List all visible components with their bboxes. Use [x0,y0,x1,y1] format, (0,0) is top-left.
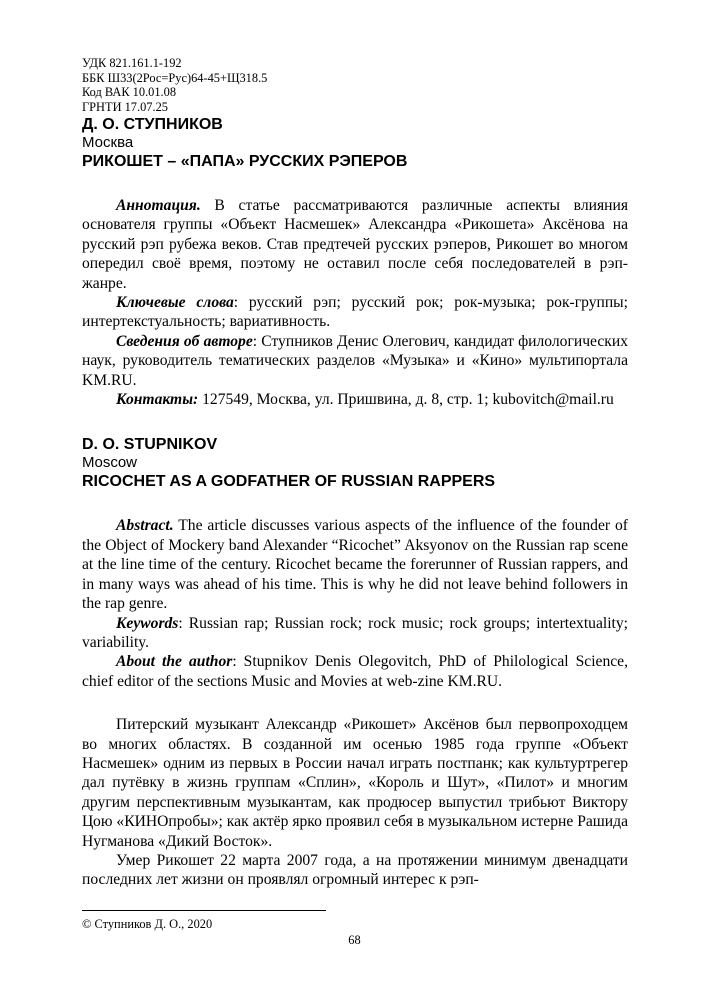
annotation-ru [82,196,628,293]
abstract-en [82,516,628,691]
about-author-en-text: : Stupnikov Denis Olegovitch, PhD of Philological Science, chief editor of the sections Music and Movies at web-zine KM.RU. [82,653,629,690]
body-paragraph-2: Умер Рикошет 22 марта 2007 года, а на протяжении минимум двенадцати последних лет жизни он проявлял огромный интерес к рэп- [82,851,628,889]
title-ru: РИКОШЕТ – «ПАПА» РУССКИХ РЭПЕРОВ [82,153,408,170]
about-author-ru [82,332,628,390]
about-author-en-label: About the author [116,653,233,671]
abstract-en-paragraph [82,516,628,613]
page-number: 68 [348,933,361,947]
keywords-label: Ключевые слова [116,294,234,312]
udk-code: УДК 821.161.1-192 [82,56,182,70]
contacts-label: Контакты: [116,391,199,409]
keywords-en-text: : Russian rap; Russian rock; rock music; rock groups; intertextuality; variability. [82,614,628,651]
about-author-text: : Ступников Денис Олегович, кандидат филологических наук, руководитель тематических разделов «Музыка» и «Кино» мультипортала KM.RU. [82,332,628,389]
body-paragraph-1: Питерский музыкант Александр «Рикошет» Аксёнов был первопроходцем во многих областях. В созданной им осенью 1985 года группе «Объект Насмешек» одним из первых в России начал играть постпанк; как культуртрегер дал путёвку в жизнь группам «Сплин», «Король и Шут», «Пилот» и многим другим перспективным музыкантам, как продюсер выпустил трибьют Виктору Цою «КИНОпробы»; как актёр ярко проявил себя в музыкальном истерне Рашида Нугманова «Дикий Восток». [82,716,628,850]
author-en: D. O. STUPNIKOV [82,436,218,454]
city-ru: Москва [82,134,134,151]
contacts-ru [82,390,628,409]
article-body [82,715,628,890]
keywords-ru [82,293,628,332]
annotation-text: В статье рассматриваются различные аспекты влияния основателя группы «Объект Насмешек» Александра «Рикошета» Аксёнова на русский рэп рубежа веков. Став предтечей русских рэперов, Рикошет во многом опередил своё время, поэтому не оставил после себя последователей в рэп-жанре. [82,197,628,292]
about-author-label: Сведения об авторе [116,332,253,350]
contacts-text: 127549, Москва, ул. Пришвина, д. 8, стр. 1; kubovitch@mail.ru [198,391,614,409]
abstract-label: Abstract. [116,517,174,535]
keywords-en-label: Keywords [116,614,179,632]
keywords-text: : русский рэп; русский рок; рок-музыка; рок-группы; интертекстуальность; вариативность. [82,294,628,331]
city-en: Moscow [82,454,138,472]
grnti-code: ГРНТИ 17.07.25 [82,99,168,114]
article-page [82,56,628,890]
title-en: RICOCHET AS A GODFATHER OF RUSSIAN RAPPERS [82,473,496,491]
copyright-footnote: © Ступников Д. О., 2020 [82,917,213,931]
bbk-code: ББК Ш33(2Рос=Рус)64-45+Щ318.5 [82,70,268,85]
author-ru: Д. О. СТУПНИКОВ [82,116,223,133]
about-author-en [82,652,628,691]
annotation-label: Аннотация. [116,197,201,214]
keywords-en [82,614,628,653]
classification-codes [82,56,628,114]
footnote-divider [82,910,326,911]
abstract-ru [82,196,628,409]
abstract-text: The article discusses various aspects of the influence of the founder of the Object of Mockery band Alexander “Ricochet” Aksyonov on the Russian rap scene at the line time of the century. Ricochet became the forerunner of Russian rappers, and in many ways was ahead of his time. This is why he did not leave behind followers in the rap genre. [82,517,628,613]
vak-code: Код ВАК 10.01.08 [82,85,177,99]
